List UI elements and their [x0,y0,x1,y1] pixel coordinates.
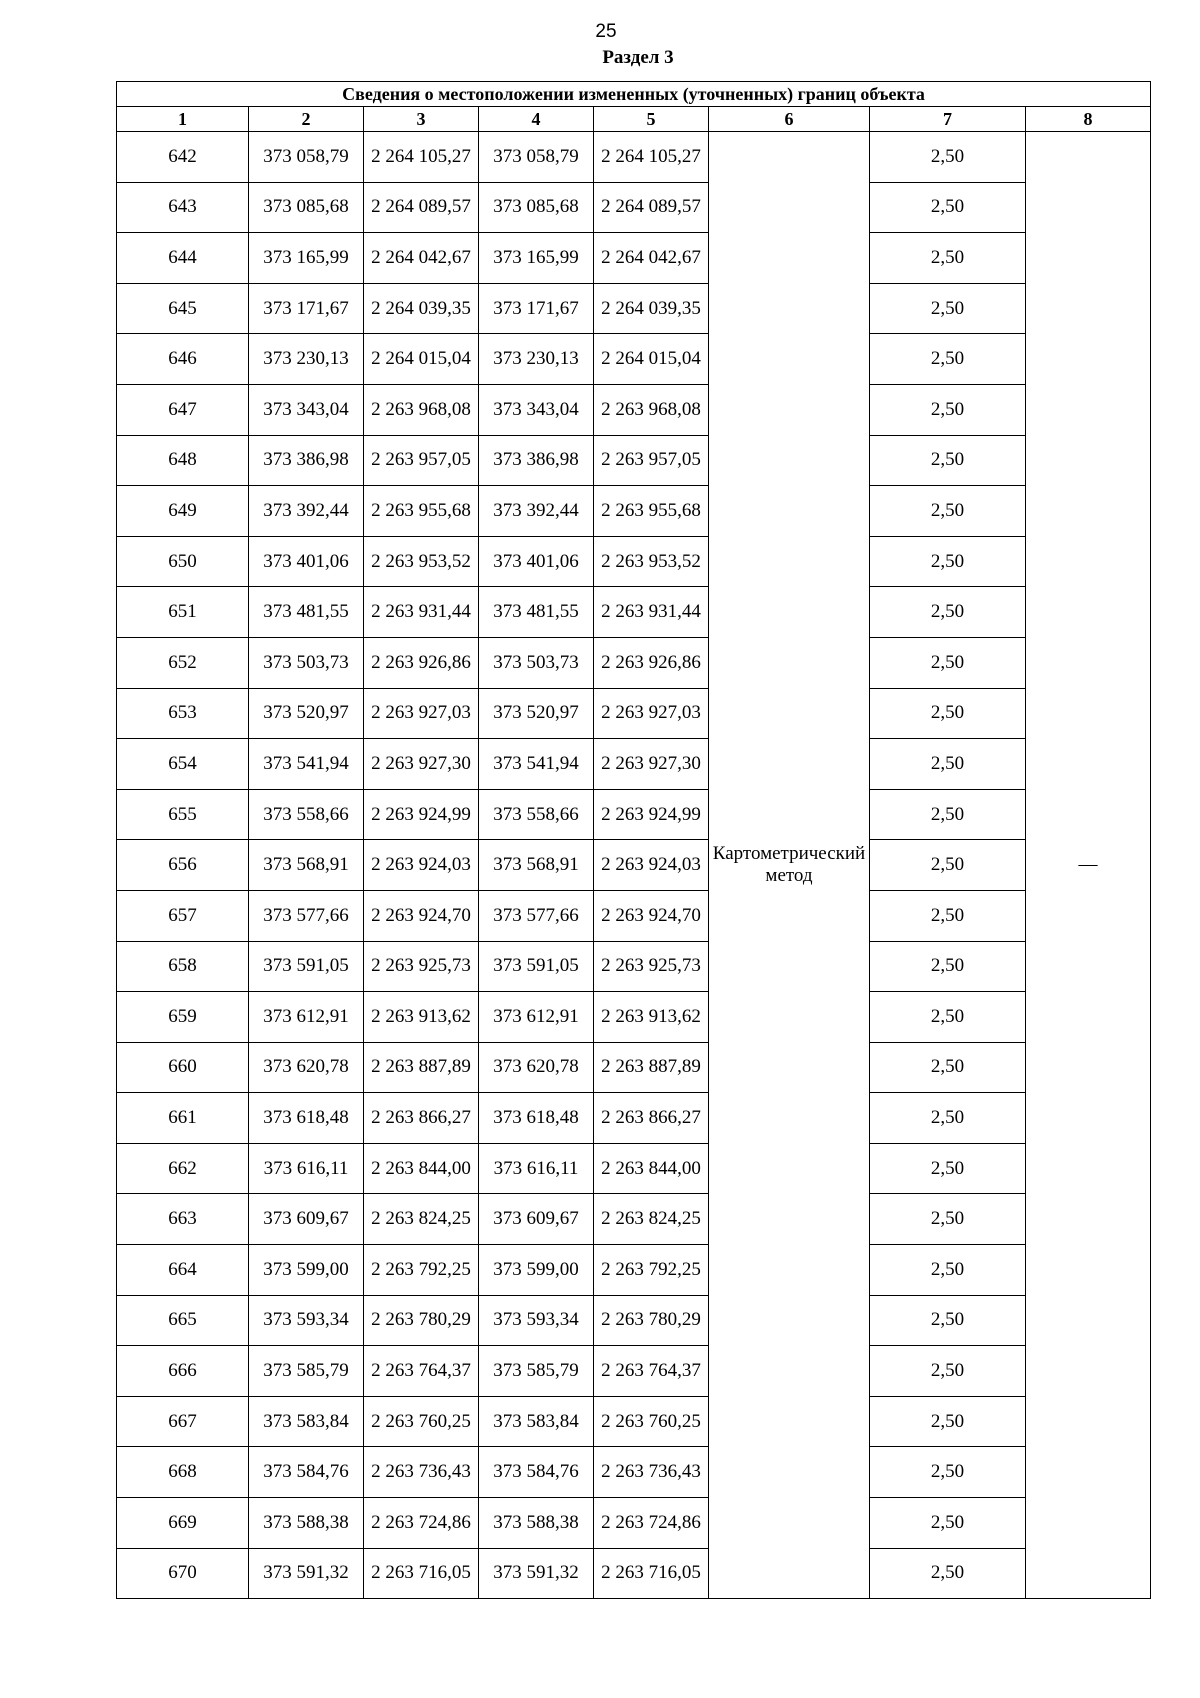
point-number-cell: 651 [117,587,249,638]
table-row [117,840,1151,891]
column-number: 1 [117,107,249,132]
method-cell: Картометрический метод [709,132,870,1599]
y-existing-cell: 2 263 925,73 [364,941,479,992]
coordinates-table [116,81,1151,1599]
table-row [117,688,1151,739]
y-new-cell: 2 263 887,89 [594,1042,709,1093]
y-new-cell: 2 263 913,62 [594,992,709,1043]
y-new-cell: 2 263 926,86 [594,637,709,688]
table-row [117,1295,1151,1346]
x-new-cell: 373 583,84 [479,1396,594,1447]
x-existing-cell: 373 392,44 [249,486,364,537]
accuracy-cell: 2,50 [870,435,1026,486]
column-number: 4 [479,107,594,132]
x-existing-cell: 373 588,38 [249,1498,364,1549]
point-number-cell: 658 [117,941,249,992]
x-existing-cell: 373 520,97 [249,688,364,739]
accuracy-cell: 2,50 [870,1143,1026,1194]
x-existing-cell: 373 386,98 [249,435,364,486]
x-new-cell: 373 612,91 [479,992,594,1043]
x-existing-cell: 373 612,91 [249,992,364,1043]
column-number: 7 [870,107,1026,132]
y-new-cell: 2 264 042,67 [594,233,709,284]
y-existing-cell: 2 263 926,86 [364,637,479,688]
y-existing-cell: 2 263 927,03 [364,688,479,739]
table-row [117,1498,1151,1549]
x-new-cell: 373 343,04 [479,384,594,435]
table-row [117,941,1151,992]
table-row [117,283,1151,334]
point-number-cell: 657 [117,890,249,941]
table-row [117,384,1151,435]
y-existing-cell: 2 263 760,25 [364,1396,479,1447]
accuracy-cell: 2,50 [870,1447,1026,1498]
table-row [117,789,1151,840]
point-number-cell: 642 [117,132,249,183]
x-new-cell: 373 618,48 [479,1093,594,1144]
accuracy-cell: 2,50 [870,1194,1026,1245]
y-new-cell: 2 263 724,86 [594,1498,709,1549]
table-row [117,1346,1151,1397]
x-new-cell: 373 558,66 [479,789,594,840]
point-number-cell: 664 [117,1245,249,1296]
x-existing-cell: 373 165,99 [249,233,364,284]
x-new-cell: 373 085,68 [479,182,594,233]
point-number-cell: 666 [117,1346,249,1397]
y-new-cell: 2 263 957,05 [594,435,709,486]
y-new-cell: 2 263 760,25 [594,1396,709,1447]
point-number-cell: 648 [117,435,249,486]
accuracy-cell: 2,50 [870,132,1026,183]
point-number-cell: 665 [117,1295,249,1346]
x-new-cell: 373 392,44 [479,486,594,537]
x-existing-cell: 373 620,78 [249,1042,364,1093]
accuracy-cell: 2,50 [870,1396,1026,1447]
column-number: 3 [364,107,479,132]
point-number-cell: 661 [117,1093,249,1144]
point-number-cell: 647 [117,384,249,435]
x-existing-cell: 373 583,84 [249,1396,364,1447]
y-existing-cell: 2 263 913,62 [364,992,479,1043]
y-new-cell: 2 263 931,44 [594,587,709,638]
x-new-cell: 373 591,32 [479,1548,594,1599]
x-new-cell: 373 401,06 [479,536,594,587]
x-new-cell: 373 520,97 [479,688,594,739]
accuracy-cell: 2,50 [870,1548,1026,1599]
y-existing-cell: 2 263 927,30 [364,739,479,790]
y-new-cell: 2 264 015,04 [594,334,709,385]
y-new-cell: 2 263 924,99 [594,789,709,840]
y-existing-cell: 2 263 866,27 [364,1093,479,1144]
point-number-cell: 669 [117,1498,249,1549]
x-existing-cell: 373 230,13 [249,334,364,385]
x-existing-cell: 373 541,94 [249,739,364,790]
x-new-cell: 373 230,13 [479,334,594,385]
point-number-cell: 645 [117,283,249,334]
table-row [117,1245,1151,1296]
column-number: 8 [1026,107,1151,132]
accuracy-cell: 2,50 [870,587,1026,638]
column8-cell: — [1026,132,1151,1599]
y-existing-cell: 2 263 924,99 [364,789,479,840]
accuracy-cell: 2,50 [870,1042,1026,1093]
accuracy-cell: 2,50 [870,334,1026,385]
table-title: Сведения о местоположении измененных (уточненных) границ объекта [117,82,1151,107]
y-existing-cell: 2 263 953,52 [364,536,479,587]
y-existing-cell: 2 263 924,03 [364,840,479,891]
x-existing-cell: 373 599,00 [249,1245,364,1296]
y-new-cell: 2 264 105,27 [594,132,709,183]
point-number-cell: 652 [117,637,249,688]
accuracy-cell: 2,50 [870,1346,1026,1397]
point-number-cell: 662 [117,1143,249,1194]
y-new-cell: 2 264 089,57 [594,182,709,233]
x-existing-cell: 373 591,05 [249,941,364,992]
point-number-cell: 660 [117,1042,249,1093]
table-row [117,1548,1151,1599]
y-new-cell: 2 263 780,29 [594,1295,709,1346]
x-new-cell: 373 609,67 [479,1194,594,1245]
y-new-cell: 2 263 736,43 [594,1447,709,1498]
y-existing-cell: 2 264 089,57 [364,182,479,233]
y-existing-cell: 2 263 955,68 [364,486,479,537]
x-existing-cell: 373 591,32 [249,1548,364,1599]
y-new-cell: 2 263 844,00 [594,1143,709,1194]
y-existing-cell: 2 263 764,37 [364,1346,479,1397]
x-existing-cell: 373 503,73 [249,637,364,688]
table-row [117,1447,1151,1498]
point-number-cell: 643 [117,182,249,233]
page-number: 25 [595,21,617,42]
x-new-cell: 373 165,99 [479,233,594,284]
y-existing-cell: 2 263 716,05 [364,1548,479,1599]
y-existing-cell: 2 263 792,25 [364,1245,479,1296]
point-number-cell: 653 [117,688,249,739]
column-number: 5 [594,107,709,132]
y-new-cell: 2 264 039,35 [594,283,709,334]
x-existing-cell: 373 058,79 [249,132,364,183]
x-new-cell: 373 585,79 [479,1346,594,1397]
x-existing-cell: 373 584,76 [249,1447,364,1498]
y-new-cell: 2 263 927,03 [594,688,709,739]
accuracy-cell: 2,50 [870,283,1026,334]
y-new-cell: 2 263 955,68 [594,486,709,537]
accuracy-cell: 2,50 [870,890,1026,941]
y-existing-cell: 2 264 042,67 [364,233,479,284]
accuracy-cell: 2,50 [870,739,1026,790]
y-existing-cell: 2 263 736,43 [364,1447,479,1498]
table-row [117,1194,1151,1245]
y-existing-cell: 2 263 844,00 [364,1143,479,1194]
accuracy-cell: 2,50 [870,1093,1026,1144]
x-existing-cell: 373 401,06 [249,536,364,587]
point-number-cell: 646 [117,334,249,385]
x-existing-cell: 373 558,66 [249,789,364,840]
y-existing-cell: 2 263 931,44 [364,587,479,638]
y-new-cell: 2 263 924,70 [594,890,709,941]
accuracy-cell: 2,50 [870,789,1026,840]
x-new-cell: 373 058,79 [479,132,594,183]
point-number-cell: 656 [117,840,249,891]
x-new-cell: 373 584,76 [479,1447,594,1498]
x-new-cell: 373 386,98 [479,435,594,486]
accuracy-cell: 2,50 [870,1295,1026,1346]
x-new-cell: 373 616,11 [479,1143,594,1194]
x-new-cell: 373 503,73 [479,637,594,688]
y-existing-cell: 2 264 105,27 [364,132,479,183]
y-existing-cell: 2 263 824,25 [364,1194,479,1245]
point-number-cell: 649 [117,486,249,537]
point-number-cell: 667 [117,1396,249,1447]
accuracy-cell: 2,50 [870,840,1026,891]
y-existing-cell: 2 263 887,89 [364,1042,479,1093]
point-number-cell: 650 [117,536,249,587]
table-row [117,637,1151,688]
column-number-row [117,107,1151,132]
table-row [117,1143,1151,1194]
x-existing-cell: 373 593,34 [249,1295,364,1346]
point-number-cell: 659 [117,992,249,1043]
accuracy-cell: 2,50 [870,1498,1026,1549]
table-row [117,992,1151,1043]
point-number-cell: 668 [117,1447,249,1498]
point-number-cell: 644 [117,233,249,284]
x-new-cell: 373 481,55 [479,587,594,638]
y-new-cell: 2 263 925,73 [594,941,709,992]
table-row [117,739,1151,790]
x-existing-cell: 373 481,55 [249,587,364,638]
x-existing-cell: 373 616,11 [249,1143,364,1194]
table-row [117,890,1151,941]
y-existing-cell: 2 263 780,29 [364,1295,479,1346]
x-new-cell: 373 568,91 [479,840,594,891]
x-existing-cell: 373 585,79 [249,1346,364,1397]
point-number-cell: 655 [117,789,249,840]
accuracy-cell: 2,50 [870,384,1026,435]
table-row [117,435,1151,486]
y-existing-cell: 2 264 039,35 [364,283,479,334]
point-number-cell: 670 [117,1548,249,1599]
table-row [117,182,1151,233]
table-title-row [117,82,1151,107]
accuracy-cell: 2,50 [870,941,1026,992]
x-new-cell: 373 577,66 [479,890,594,941]
table-row [117,233,1151,284]
accuracy-cell: 2,50 [870,637,1026,688]
table-row [117,334,1151,385]
y-existing-cell: 2 264 015,04 [364,334,479,385]
x-existing-cell: 373 618,48 [249,1093,364,1144]
y-new-cell: 2 263 866,27 [594,1093,709,1144]
accuracy-cell: 2,50 [870,688,1026,739]
accuracy-cell: 2,50 [870,536,1026,587]
x-existing-cell: 373 577,66 [249,890,364,941]
accuracy-cell: 2,50 [870,182,1026,233]
y-new-cell: 2 263 924,03 [594,840,709,891]
table-row [117,132,1151,183]
x-new-cell: 373 171,67 [479,283,594,334]
x-new-cell: 373 620,78 [479,1042,594,1093]
x-new-cell: 373 588,38 [479,1498,594,1549]
y-new-cell: 2 263 927,30 [594,739,709,790]
accuracy-cell: 2,50 [870,486,1026,537]
table-row [117,587,1151,638]
y-new-cell: 2 263 716,05 [594,1548,709,1599]
x-new-cell: 373 591,05 [479,941,594,992]
accuracy-cell: 2,50 [870,992,1026,1043]
y-new-cell: 2 263 824,25 [594,1194,709,1245]
y-new-cell: 2 263 953,52 [594,536,709,587]
y-existing-cell: 2 263 957,05 [364,435,479,486]
point-number-cell: 654 [117,739,249,790]
table-row [117,1042,1151,1093]
point-number-cell: 663 [117,1194,249,1245]
accuracy-cell: 2,50 [870,1245,1026,1296]
y-new-cell: 2 263 968,08 [594,384,709,435]
section-title: Раздел 3 [602,47,674,68]
y-new-cell: 2 263 764,37 [594,1346,709,1397]
x-existing-cell: 373 609,67 [249,1194,364,1245]
x-existing-cell: 373 568,91 [249,840,364,891]
y-new-cell: 2 263 792,25 [594,1245,709,1296]
column-number: 6 [709,107,870,132]
x-new-cell: 373 593,34 [479,1295,594,1346]
accuracy-cell: 2,50 [870,233,1026,284]
x-new-cell: 373 599,00 [479,1245,594,1296]
x-existing-cell: 373 085,68 [249,182,364,233]
y-existing-cell: 2 263 968,08 [364,384,479,435]
table-row [117,536,1151,587]
column-number: 2 [249,107,364,132]
table-row [117,1396,1151,1447]
table-row [117,1093,1151,1144]
x-new-cell: 373 541,94 [479,739,594,790]
y-existing-cell: 2 263 724,86 [364,1498,479,1549]
table-row [117,486,1151,537]
y-existing-cell: 2 263 924,70 [364,890,479,941]
table-body [117,82,1151,1599]
x-existing-cell: 373 343,04 [249,384,364,435]
x-existing-cell: 373 171,67 [249,283,364,334]
